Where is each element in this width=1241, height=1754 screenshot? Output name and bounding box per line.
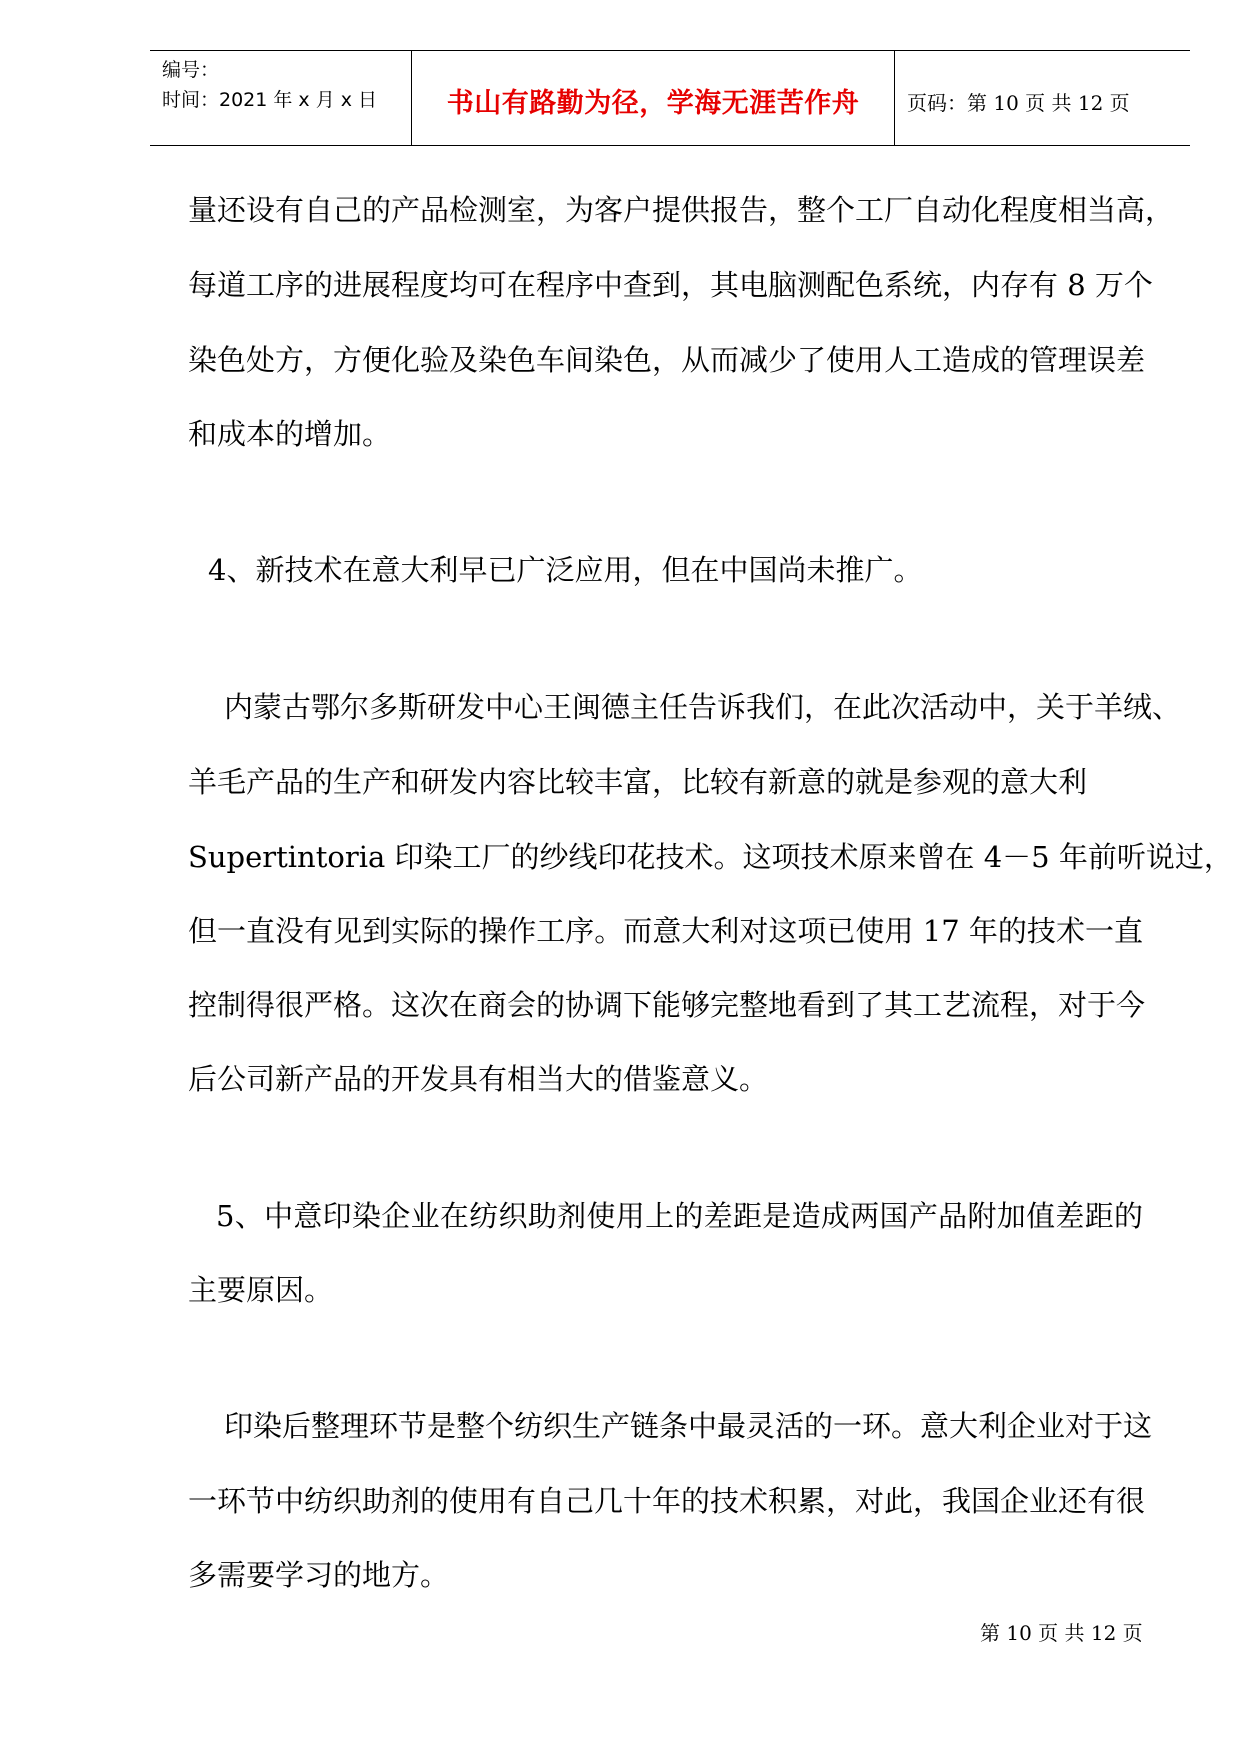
body-line-6: 内蒙古鄂尔多斯研发中心王闽德主任告诉我们，在此次活动中，关于羊绒、 — [224, 690, 1182, 724]
body-line-9: 但一直没有见到实际的操作工序。而意大利对这项已使用 17 年的技术一直 — [188, 914, 1143, 948]
header-motto-cell — [412, 51, 895, 145]
header-page-number: 页码：第 10 页 共 12 页 — [907, 91, 1130, 115]
page-header — [150, 50, 1190, 146]
document-number-label: 编号： — [162, 59, 220, 81]
page-footer: 第 10 页 共 12 页 — [980, 1621, 1143, 1645]
section-heading-5: 5、中意印染企业在纺织助剂使用上的差距是造成两国产品附加值差距的 — [216, 1199, 1143, 1233]
body-line-7: 羊毛产品的生产和研发内容比较丰富，比较有新意的就是参观的意大利 — [188, 765, 1088, 799]
header-motto: 书山有路勤为径，学海无涯苦作舟 — [446, 88, 860, 119]
body-line-11: 后公司新产品的开发具有相当大的借鉴意义。 — [188, 1062, 769, 1096]
body-line-13: 主要原因。 — [188, 1273, 334, 1307]
body-line-8: Supertintoria 印染工厂的纱线印花技术。这项技术原来曾在 4－5 年前听说过， — [188, 840, 1233, 874]
body-line-14: 印染后整理环节是整个纺织生产链条中最灵活的一环。意大利企业对于这 — [224, 1409, 1153, 1443]
body-line-3: 染色处方，方便化验及染色车间染色，从而减少了使用人工造成的管理误差 — [188, 343, 1146, 377]
section-heading-4: 4、新技术在意大利早已广泛应用，但在中国尚未推广。 — [208, 553, 923, 587]
body-line-4: 和成本的增加。 — [188, 417, 392, 451]
body-line-16: 多需要学习的地方。 — [188, 1558, 450, 1592]
header-page-cell — [895, 51, 1190, 145]
body-line-1: 量还设有自己的产品检测室，为客户提供报告，整个工厂自动化程度相当高， — [188, 193, 1175, 227]
body-line-2: 每道工序的进展程度均可在程序中查到，其电脑测配色系统，内存有 8 万个 — [188, 268, 1153, 302]
body-line-10: 控制得很严格。这次在商会的协调下能够完整地看到了其工艺流程，对于今 — [188, 988, 1146, 1022]
header-info-cell — [150, 51, 412, 145]
document-time-label: 时间：2021 年 x 月 x 日 — [162, 89, 378, 111]
body-line-15: 一环节中纺织助剂的使用有自己几十年的技术积累，对此，我国企业还有很 — [188, 1484, 1146, 1518]
